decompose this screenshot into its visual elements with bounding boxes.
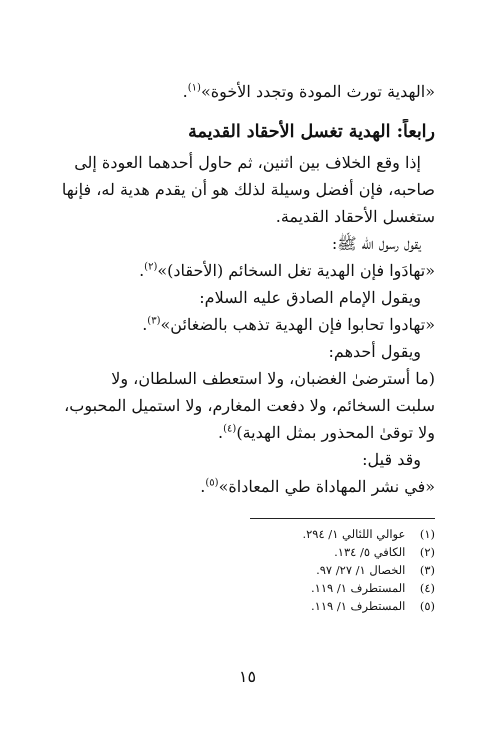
footnote-item	[60, 561, 435, 579]
quote-text: ولا توقىٰ المحذور بمثل الهدية)	[236, 423, 435, 442]
footnote-number: (٢)	[419, 545, 435, 559]
quote-text: «الهدية تورث المودة وتجدد الأخوة»	[200, 82, 435, 101]
footnote-divider	[250, 518, 435, 519]
quote-line-opening	[60, 78, 435, 105]
footnote-text: المستطرف ١/ ١١٩.	[311, 581, 406, 595]
footnote-item	[60, 579, 435, 597]
footnote-number: (٤)	[419, 581, 435, 595]
footnote-item	[60, 597, 435, 615]
quote-line	[60, 311, 435, 338]
footnote-item	[60, 543, 435, 561]
quote-intro: ويقول أحدهم:	[328, 342, 421, 361]
page-number: ١٥	[238, 667, 257, 686]
footnote-marker: (٤)	[223, 423, 237, 435]
punctuation: .	[139, 261, 145, 280]
footnote-text: الخصال ١/ ٢٧/ ٩٧.	[316, 563, 406, 577]
footnote-text: المستطرف ١/ ١١٩.	[311, 599, 406, 613]
footnote-marker: (٣)	[147, 315, 161, 327]
paragraph-line: ستغسل الأحقاد القديمة.	[275, 207, 435, 226]
footnote-number: (٣)	[419, 563, 435, 577]
footnote-item	[60, 525, 435, 543]
footnotes	[60, 518, 435, 615]
punctuation: .	[182, 82, 188, 101]
punctuation: .	[218, 423, 224, 442]
body-text	[60, 78, 435, 500]
footnote-number: (٥)	[419, 599, 435, 613]
quote-text: «في نشر المهاداة طي المعاداة»	[218, 477, 435, 496]
footnote-marker: (٥)	[205, 477, 219, 489]
paragraph-line: صاحبه، فإن أفضل وسيلة لذلك هو أن يقدم هدية له، فإنها	[61, 180, 435, 199]
paragraph-line: إذا وقع الخلاف بين اثنين، ثم حاول أحدهما العودة إلى	[74, 153, 421, 172]
footnote-text: عوالي اللئالي ١/ ٢٩٤.	[302, 527, 406, 541]
quote-intro: وقد قيل:	[362, 450, 421, 469]
quote-text: «تهادَوا فإن الهدية تغل السخائم (الأحقاد)»	[157, 261, 435, 280]
quote-line	[60, 419, 435, 446]
quote-line: (ما أسترضىٰ الغضبان، ولا استعطف السلطان، ولا	[111, 369, 435, 388]
footnote-marker: (٢)	[144, 261, 158, 273]
punctuation: .	[200, 477, 206, 496]
quote-intro: ويقول الإمام الصادق عليه السلام:	[199, 288, 421, 307]
quote-text: «تهادوا تحابوا فإن الهدية تذهب بالضغائن»	[160, 315, 435, 334]
punctuation: .	[142, 315, 148, 334]
quote-line	[60, 473, 435, 500]
footnote-number: (١)	[419, 527, 435, 541]
quote-intro: يقول رسول الله ﷺ:	[331, 234, 421, 253]
quote-line: سلبت السخائم، ولا دفعت المغارم، ولا استميل المحبوب،	[64, 396, 435, 415]
footnote-marker: (١)	[187, 82, 201, 94]
section-heading: رابعاً: الهدية تغسل الأحقاد القديمة	[188, 122, 435, 142]
quote-line	[60, 257, 435, 284]
footnote-text: الكافي ٥/ ١٣٤.	[334, 545, 406, 559]
